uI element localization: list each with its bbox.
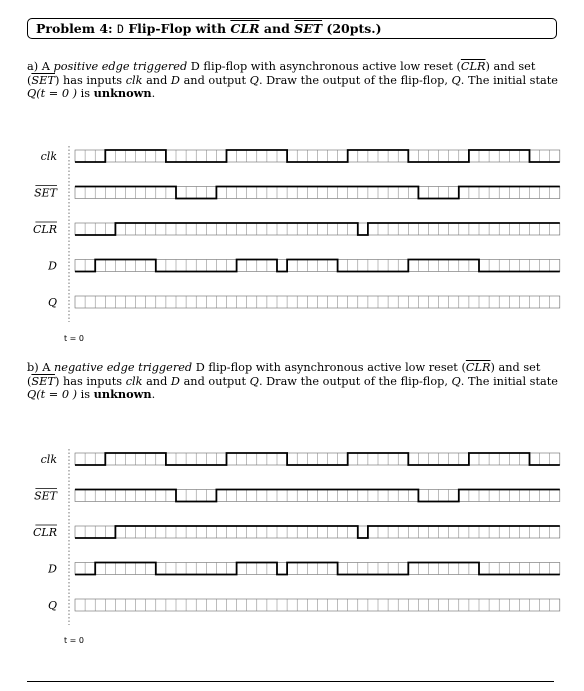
signal-grid-q-b bbox=[75, 599, 560, 611]
part-a-description: a) A positive edge triggered D flip-flop with asynchronous active low reset $(\overline{CLR})$ and set $(\overline{SET})$ has inputs clk and D and output Q. Draw the output of the flip-flop, Q. The initial state Q(t = 0 ) is unknown. bbox=[27, 60, 558, 101]
title-and: and bbox=[263, 21, 290, 36]
problem-label: Problem 4: bbox=[36, 21, 113, 36]
title-clr: $\overline{CLR}$ bbox=[230, 21, 260, 36]
signal-label-clr-b: CLR bbox=[32, 526, 57, 539]
signal-grid-clr-a bbox=[75, 223, 560, 235]
signal-label-clr-a: CLR bbox=[32, 223, 57, 236]
signal-grid-set-a bbox=[75, 187, 560, 199]
part-b-description: b) A negative edge triggered D flip-flop with asynchronous active low reset $(\overline{CLR})$ and set $(\overline{SET})$ has inputs clk and D and output Q. Draw the output of the flip-flop, Q. The initial state Q(t = 0 ) is unknown. bbox=[27, 361, 558, 402]
signal-label-clk-b: clk bbox=[40, 453, 57, 466]
signal-grid-clr-b bbox=[75, 526, 560, 538]
signal-label-d-b: D bbox=[48, 562, 57, 576]
signal-label-q-a: Q bbox=[47, 296, 57, 309]
signal-grid-clk-a bbox=[75, 150, 560, 162]
part-b-unknown: unknown bbox=[93, 387, 152, 402]
signal-label-q-b: Q bbox=[47, 599, 57, 612]
part-a-unknown: unknown bbox=[93, 86, 152, 101]
signal-label-d-a: D bbox=[48, 259, 57, 273]
part-b-edge-type: negative edge triggered bbox=[53, 361, 193, 374]
signal-label-set-b: SET bbox=[34, 489, 57, 503]
signal-label-clk-a: clk bbox=[40, 150, 57, 163]
timing-diagram-a bbox=[0, 140, 584, 340]
title-text: Flip-Flop with bbox=[128, 21, 227, 36]
signal-grid-d-a bbox=[75, 260, 560, 272]
problem-title bbox=[36, 21, 382, 36]
signal-grid-clk-b bbox=[75, 453, 560, 465]
part-a-edge-type: positive edge triggered bbox=[53, 60, 188, 73]
device-name: D bbox=[117, 22, 124, 36]
time-zero-label-b: t = 0 bbox=[64, 636, 85, 645]
signal-grid-d-b bbox=[75, 563, 560, 575]
bottom-rule bbox=[27, 681, 554, 682]
timing-diagram-b bbox=[0, 443, 584, 643]
signal-label-set-a: SET bbox=[34, 186, 57, 200]
signal-grid-q-a bbox=[75, 296, 560, 308]
points-label: (20pts.) bbox=[326, 21, 382, 36]
problem-title-box bbox=[27, 18, 557, 39]
time-zero-label-a: t = 0 bbox=[64, 334, 85, 343]
title-set: $\overline{SET}$ bbox=[294, 21, 323, 36]
signal-grid-set-b bbox=[75, 490, 560, 502]
